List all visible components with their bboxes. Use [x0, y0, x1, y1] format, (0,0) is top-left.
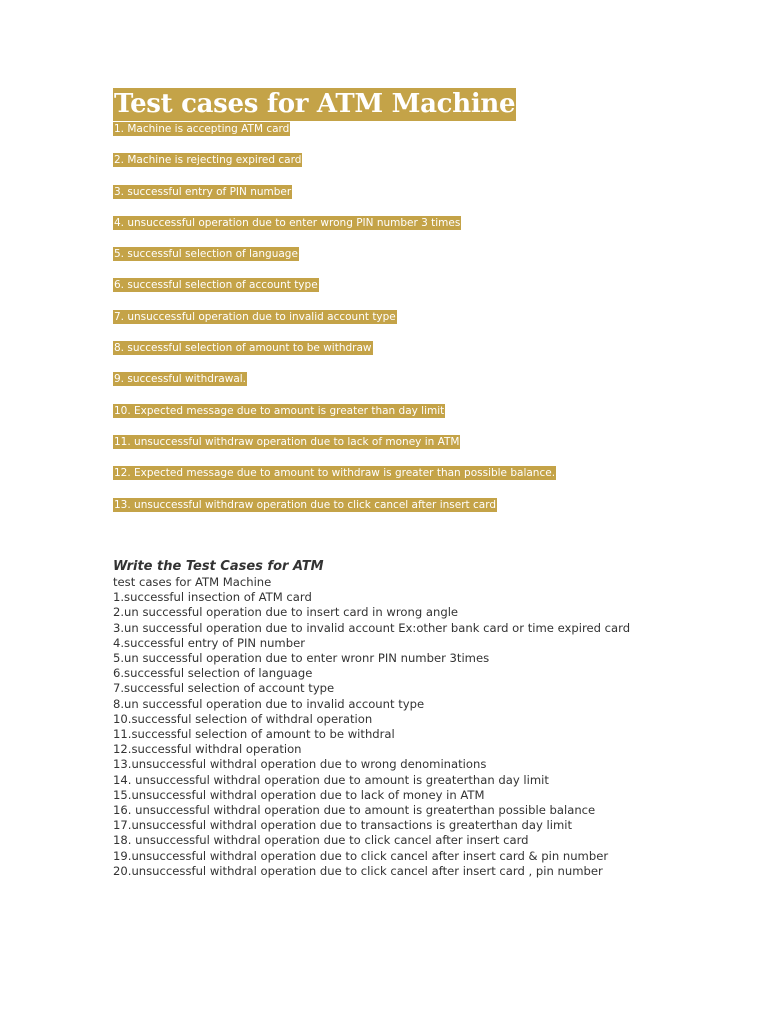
highlighted-list [113, 121, 673, 528]
test-case-line: 3.un successful operation due to invalid account Ex:other bank card or time expired card [113, 620, 631, 635]
test-case-line: 16. unsuccessful withdral operation due to amount is greaterthan possible balance [113, 803, 596, 818]
test-case-line: 14. unsuccessful withdral operation due to amount is greaterthan day limit [113, 772, 549, 787]
highlighted-item-text: 3. successful entry of PIN number [114, 185, 292, 198]
highlighted-item-text: 11. unsuccessful withdraw operation due to lack of money in ATM [114, 435, 460, 448]
highlighted-item-text: 5. successful selection of language [114, 248, 298, 261]
test-case-line: 20.unsuccessful withdral operation due to click cancel after insert card , pin number [113, 863, 603, 878]
test-case-line: 18. unsuccessful withdral operation due to click cancel after insert card [113, 833, 529, 848]
test-cases-section [113, 558, 658, 879]
highlighted-list-item [113, 121, 673, 152]
test-case-line: 7.successful selection of account type [113, 681, 335, 696]
highlighted-list-item [113, 340, 673, 371]
highlighted-list-item [113, 403, 673, 434]
test-case-line: test cases for ATM Machine [113, 575, 272, 589]
test-case-line: 10.successful selection of withdral operation [113, 711, 373, 726]
highlighted-list-item [113, 277, 673, 308]
test-case-line: 12.successful withdral operation [113, 742, 302, 757]
highlighted-item-text: 1. Machine is accepting ATM card [114, 123, 290, 135]
highlighted-item-text: 2. Machine is rejecting expired card [114, 154, 302, 167]
test-case-line: 17.unsuccessful withdral operation due to transactions is greaterthan day limit [113, 818, 573, 833]
test-case-line: 19.unsuccessful withdral operation due to click cancel after insert card & pin number [113, 848, 609, 863]
test-case-line: 8.un successful operation due to invalid account type [113, 696, 425, 711]
highlighted-item-text: 4. unsuccessful operation due to enter wrong PIN number 3 times [114, 216, 461, 229]
test-case-line: 1.successful insection of ATM card [113, 590, 312, 605]
test-case-list [113, 575, 658, 879]
test-case-line: 2.un successful operation due to insert card in wrong angle [113, 605, 459, 620]
highlighted-list-item [113, 371, 673, 402]
highlighted-item-text: 8. successful selection of amount to be withdraw [114, 342, 372, 355]
highlighted-list-item [113, 434, 673, 465]
highlighted-section [113, 88, 673, 528]
highlighted-list-item [113, 465, 673, 496]
highlighted-item-text: 12. Expected message due to amount to withdraw is greater than possible balance. [114, 467, 556, 480]
test-case-line: 4.successful entry of PIN number [113, 635, 305, 650]
highlighted-list-item [113, 215, 673, 246]
highlighted-list-item [113, 246, 673, 277]
section-heading: Write the Test Cases for ATM [113, 559, 324, 574]
test-case-line: 5.un successful operation due to enter wronr PIN number 3times [113, 651, 490, 666]
test-case-line: 13.unsuccessful withdral operation due to wrong denominations [113, 757, 487, 772]
highlighted-item-text: 6. successful selection of account type [114, 279, 318, 292]
highlighted-list-item [113, 309, 673, 340]
test-case-line: 15.unsuccessful withdral operation due to lack of money in ATM [113, 787, 485, 802]
highlighted-list-item [113, 497, 673, 528]
test-case-line: 6.successful selection of language [113, 666, 313, 681]
highlighted-item-text: 13. unsuccessful withdraw operation due to click cancel after insert card [114, 498, 496, 511]
document-title: Test cases for ATM Machine [114, 89, 516, 119]
highlighted-item-text: 10. Expected message due to amount is greater than day limit [114, 404, 445, 417]
test-case-line: 11.successful selection of amount to be withdral [113, 727, 395, 742]
highlighted-item-text: 9. successful withdrawal. [114, 373, 247, 386]
highlighted-list-item [113, 184, 673, 215]
highlighted-list-item [113, 152, 673, 183]
highlighted-item-text: 7. unsuccessful operation due to invalid account type [114, 310, 396, 323]
